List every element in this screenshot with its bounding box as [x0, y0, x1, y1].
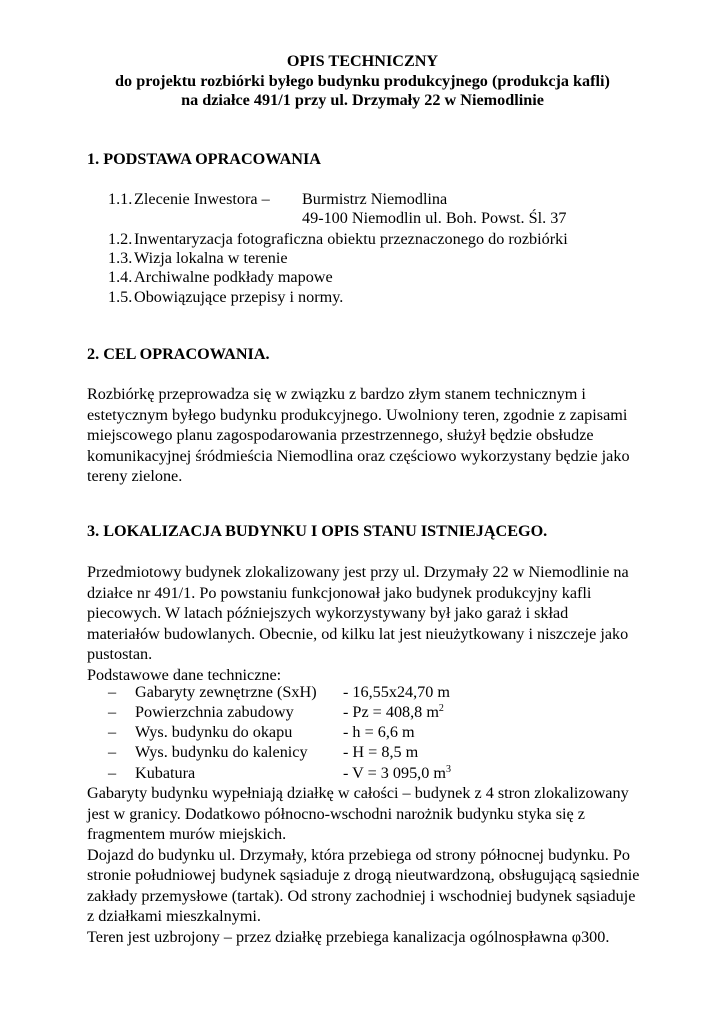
section-1-item-1: [108, 190, 270, 209]
paragraph-line: Rozbiórkę przeprowadza się w związku z bardzo złym stanem technicznym i: [87, 385, 586, 403]
section-1-item-3: [108, 249, 288, 268]
paragraph-line: piecowych. W latach późniejszych wykorzystywany był jako garaż i skład: [87, 604, 569, 622]
spec-bullet: –: [108, 683, 117, 701]
title-line-2: do projektu rozbiórki byłego budynku produkcyjnego (produkcja kafli): [115, 71, 610, 90]
section-1-item-4: [108, 268, 333, 287]
section-3-heading: 3. LOKALIZACJA BUDYNKU I OPIS STANU ISTNIEJĄCEGO.: [87, 522, 548, 540]
paragraph-line: miejscowego planu zagospodarowania przestrzennego, służył będzie obsłudze: [87, 426, 594, 444]
section-1-item-2: [108, 230, 568, 249]
spec-label: Wys. budynku do kalenicy: [135, 743, 308, 761]
paragraph-line: fragmentem murów miejskich.: [87, 825, 287, 843]
paragraph-line: estetycznym byłego budynku produkcyjnego. Uwolniony teren, zgodnie z zapisami: [87, 405, 628, 424]
spec-label: Wys. budynku do okapu: [135, 723, 293, 741]
spec-bullet: –: [108, 764, 117, 782]
spec-label: Powierzchnia zabudowy: [135, 703, 294, 721]
spec-value: - h = 6,6 m: [343, 723, 415, 741]
paragraph-line: Przedmiotowy budynek zlokalizowany jest przy ul. Drzymały 22 w Niemodlinie na: [87, 563, 629, 581]
spec-label: Gabaryty zewnętrzne (SxH): [135, 683, 317, 701]
item-text: Zlecenie Inwestora –: [134, 190, 270, 208]
section-1-heading: 1. PODSTAWA OPRACOWANIA: [87, 150, 321, 168]
investor-name: Burmistrz Niemodlina: [302, 190, 448, 208]
item-text: Obowiązujące przepisy i normy.: [134, 288, 344, 306]
spec-value: - 16,55x24,70 m: [343, 683, 451, 701]
section-3-intro: [87, 563, 667, 686]
paragraph-line: zakłady przemysłowe (tartak). Od strony zachodniej i wschodniej budynek sąsiaduje: [87, 886, 636, 905]
item-number: 1.5.: [108, 288, 133, 306]
document-title: [0, 52, 725, 111]
paragraph-line: materiałów budowlanych. Obecnie, od kilku lat jest nieużytkowany i niszczeje jako: [87, 624, 629, 643]
spec-value: - H = 8,5 m: [343, 743, 419, 761]
paragraph-line: jest w granicy. Dodatkowo północno-wschodni narożnik budynku styka się z: [87, 804, 585, 823]
paragraph-line: Teren jest uzbrojony – przez działkę przebiega kanalizacja ogólnospławna φ300.: [87, 927, 610, 946]
spec-value: - V = 3 095,0 $m^3$: [343, 764, 451, 782]
item-text: Archiwalne podkłady mapowe: [134, 268, 333, 286]
item-number: 1.1.: [108, 190, 133, 208]
paragraph-line: działce nr 491/1. Po powstaniu funkcjonował jako budynek produkcyjny kafli: [87, 583, 592, 602]
paragraph-line: Dojazd do budynku ul. Drzymały, która przebiega od strony północnej budynku. Po: [87, 845, 630, 864]
section-2-paragraph: [87, 385, 667, 488]
title-line-3: na działce 491/1 przy ul. Drzymały 22 w Niemodlinie: [181, 91, 544, 109]
paragraph-line: pustostan.: [87, 645, 153, 663]
item-text: Wizja lokalna w terenie: [134, 249, 288, 267]
paragraph-line: Gabaryty budynku wypełniają działkę w całości – budynek z 4 stron zlokalizowany: [87, 784, 629, 802]
item-number: 1.4.: [108, 268, 133, 286]
paragraph-line: tereny zielone.: [87, 467, 183, 485]
item-text: Inwentaryzacja fotograficzna obiektu przeznaczonego do rozbiórki: [134, 230, 568, 248]
spec-bullet: –: [108, 703, 117, 721]
investor-address: 49-100 Niemodlin ul. Boh. Powst. Śl. 37: [302, 209, 567, 227]
section-3-details: [87, 784, 667, 948]
paragraph-line: Podstawowe dane techniczne:: [87, 665, 282, 684]
paragraph-line: komunikacyjnej śródmieścia Niemodlina oraz częściowo wykorzystany będzie jako: [87, 446, 630, 465]
section-2-heading: 2. CEL OPRACOWANIA.: [87, 345, 270, 363]
title-line-1: OPIS TECHNICZNY: [286, 52, 439, 70]
spec-value: - Pz = 408,8 $m^2$: [343, 703, 444, 721]
spec-label: Kubatura: [135, 764, 196, 782]
item-number: 1.2.: [108, 230, 133, 248]
spec-bullet: –: [108, 743, 117, 761]
spec-bullet: –: [108, 723, 117, 741]
paragraph-line: z działkami mieszkalnymi.: [87, 907, 261, 925]
section-1-item-5: [108, 288, 343, 307]
item-number: 1.3.: [108, 249, 133, 267]
paragraph-line: stronie południowej budynek sąsiaduje z drogą nieutwardzoną, obsługującą sąsiednie: [87, 866, 640, 884]
